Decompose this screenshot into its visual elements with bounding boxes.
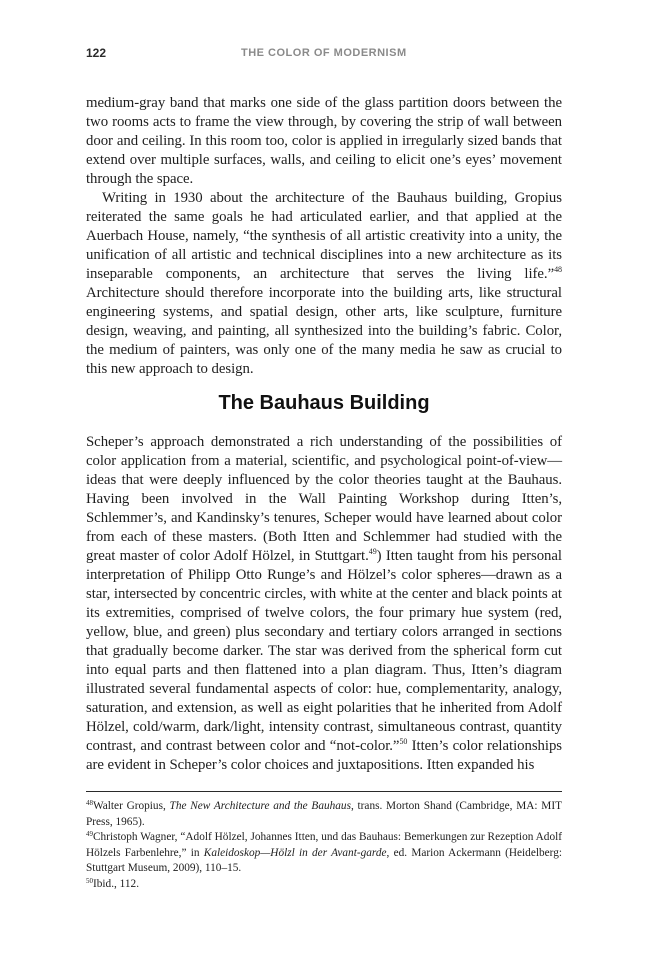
running-head: THE COLOR OF MODERNISM: [241, 47, 407, 59]
page-header: [86, 46, 562, 64]
book-title: The New Architecture and the Bauhaus: [169, 800, 351, 812]
paragraph-2: Writing in 1930 about the architecture of the Bauhaus building, Gropius reiterated the same goals he had articulated earlier, and that applied at the Auerbach House, namely, “the synthesis of all artistic creativity into a unity, the unification of all artistic and technical disciplines into a new architecture as its inseparable components, an architecture that serves the living life.”$^{48}$ Architecture should therefore incorporate into the building arts, like structural engineering systems, and spatial design, other arts, like sculpture, furniture design, weaving, and painting, all synthesized into the building’s fabric. Color, the medium of painters, was only one of the many media he saw as crucial to this new approach to design.: [86, 190, 562, 377]
body-text-section: [86, 433, 562, 775]
paragraph-3: Scheper’s approach demonstrated a rich understanding of the possibilities of color application from a material, scientific, and psychological point-of-view—ideas that were deeply influenced by the color theories taught at the Bauhaus. Having been involved in the Wall Painting Workshop during Itten’s, Schlemmer’s, and Kandinsky’s tenures, Scheper would have learned about color from each of these masters. (Both Itten and Schlemmer had studied with the great master of color Adolf Hölzel, in Stuttgart.$^{49}$) Itten taught from his personal interpretation of Philipp Otto Runge’s and Hölzel’s color spheres—drawn as a star, intersected by concentric circles, with white at the center and black points at its extremities, comprised of twelve colors, the four primary hue system (red, yellow, blue, and green) plus secondary and tertiary colors arranged in sections that gradually become darker. The star was derived from the spherical form cut into equal parts and then flattened into a plan diagram. Thus, Itten’s diagram illustrated several fundamental aspects of color: hue, complementarity, analogy, saturation, and extension, as well as eight polarities that he inherited from Adolf Hölzel, cold/warm, dark/light, intensity contrast, simultaneous contrast, quantity contrast, and contrast between color and “not-color.”$^{50}$ Itten’s color relationships are evident in Scheper’s color choices and juxtapositions. Itten expanded his: [86, 434, 562, 773]
book-title: Kaleidoskop—Hölzl in der Avant-garde: [203, 846, 387, 859]
footnote-48: $^{48}$Walter Gropius, The New Architecture and the Bauhaus, trans. Morton Shand (Cambridge, MA: MIT Press, 1965).: [86, 799, 562, 828]
footnote-ref-48[interactable]: 48: [554, 265, 562, 274]
body-text-top: [86, 94, 562, 379]
paragraph-1: medium-gray band that marks one side of the glass partition doors between the two rooms acts to frame the view through, by covering the strip of wall between door and ceiling. In this room too, color is applied in irregularly sized bands that extend over multiple surfaces, walls, and ceiling to elicit one’s eyes’ movement through the space.: [86, 95, 562, 187]
footnote-divider: [86, 791, 562, 792]
section-heading: The Bauhaus Building: [218, 392, 430, 414]
footnote-49: $^{49}$Christoph Wagner, “Adolf Hölzel, Johannes Itten, und das Bauhaus: Bemerkungen zur Rezeption Adolf Hölzels Farbenlehre,” in Kaleidoskop—Hölzl in der Avant-garde, ed. Marion Ackermann (Heidelberg: Stuttgart Museum, 2009), 110–15.: [86, 830, 562, 875]
footnote-50: $^{50}$Ibid., 112.: [86, 876, 140, 890]
page-number: 122: [86, 46, 107, 60]
footnote-ref-50[interactable]: 50: [399, 737, 408, 746]
footnote-ref-49[interactable]: 49: [368, 547, 377, 556]
footnotes: [86, 799, 562, 893]
